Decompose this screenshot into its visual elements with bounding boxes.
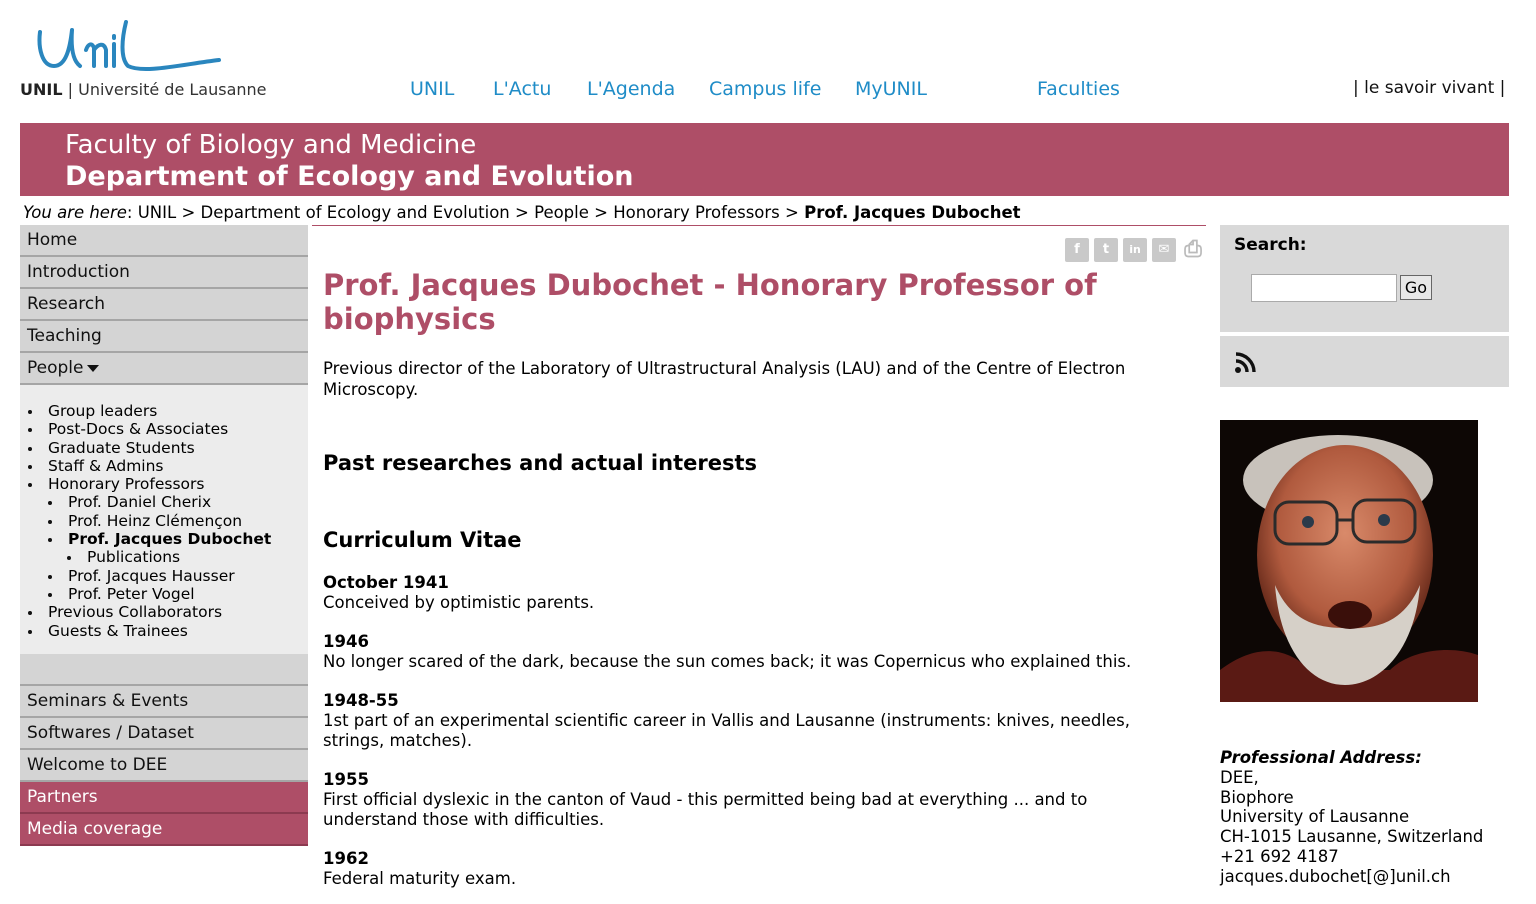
side-navigation bbox=[20, 225, 308, 846]
breadcrumb-people[interactable]: People bbox=[534, 203, 589, 222]
professional-address: Professional Address: DEE, Biophore University of Lausanne CH-1015 Lausanne, Switzerland +21 692 4187 jacques.dubochet[@]unil.ch bbox=[1220, 748, 1484, 886]
cv-entry: 1948-55 1st part of an experimental scientific career in Vallis and Lausanne (instruments: knives, needles, strings, matches). bbox=[323, 691, 1130, 750]
faculty-title[interactable]: Faculty of Biology and Medicine bbox=[65, 130, 477, 160]
sub-postdocs[interactable]: Post-Docs & Associates bbox=[20, 420, 308, 438]
email-address[interactable]: jacques.dubochet[@]unil.ch bbox=[1220, 866, 1451, 886]
nav-partners[interactable]: Partners bbox=[20, 782, 308, 814]
nav-home[interactable]: Home bbox=[20, 225, 308, 257]
logo-caption: UNIL | Université de Lausanne bbox=[20, 80, 267, 99]
breadcrumb-dee[interactable]: Department of Ecology and Evolution bbox=[200, 203, 510, 222]
faculty-banner bbox=[20, 123, 1509, 196]
rss-icon[interactable] bbox=[1234, 352, 1256, 374]
sub-previous-collaborators[interactable]: Previous Collaborators bbox=[20, 603, 308, 621]
cv-entry: 1946 No longer scared of the dark, because the sun comes back; it was Copernicus who explained this. bbox=[323, 632, 1132, 671]
cv-entry: 1955 First official dyslexic in the canton of Vaud - this permitted being bad at everything ... and to understand those with difficulties. bbox=[323, 770, 1088, 829]
sub-prof-cherix[interactable]: Prof. Daniel Cherix bbox=[20, 493, 308, 511]
nav-media-coverage[interactable]: Media coverage bbox=[20, 814, 308, 846]
search-label: Search: bbox=[1234, 235, 1307, 255]
search-box bbox=[1220, 225, 1509, 332]
caret-down-icon bbox=[87, 365, 99, 372]
rss-box bbox=[1220, 336, 1509, 387]
sub-honorary-professors[interactable]: Honorary Professors bbox=[20, 475, 308, 493]
sub-staff-admins[interactable]: Staff & Admins bbox=[20, 457, 308, 475]
nav-seminars[interactable]: Seminars & Events bbox=[20, 686, 308, 718]
tagline: | le savoir vivant | bbox=[1353, 78, 1506, 98]
breadcrumb: You are here: UNIL > Department of Ecology and Evolution > People > Honorary Professors > Prof. Jacques Dubochet bbox=[23, 203, 1021, 222]
twitter-icon[interactable]: t bbox=[1094, 238, 1118, 262]
department-title[interactable]: Department of Ecology and Evolution bbox=[65, 161, 634, 192]
section-research: Past researches and actual interests bbox=[323, 451, 757, 475]
topnav-myunil[interactable]: MyUNIL bbox=[855, 78, 927, 100]
nav-welcome[interactable]: Welcome to DEE bbox=[20, 750, 308, 782]
people-submenu bbox=[20, 385, 308, 654]
cv-entry: 1962 Federal maturity exam. bbox=[323, 849, 517, 888]
address-label: Professional Address: bbox=[1220, 748, 1422, 767]
facebook-icon[interactable]: f bbox=[1065, 238, 1089, 262]
linkedin-icon[interactable]: in bbox=[1123, 238, 1147, 262]
topnav-faculties[interactable]: Faculties bbox=[1037, 78, 1120, 100]
cv-entry: October 1941 Conceived by optimistic parents. bbox=[323, 573, 595, 612]
topnav-campus-life[interactable]: Campus life bbox=[709, 78, 822, 100]
sub-publications[interactable]: Publications bbox=[20, 548, 308, 566]
unil-script-logo bbox=[34, 14, 234, 78]
sub-prof-clemencon[interactable]: Prof. Heinz Clémençon bbox=[20, 512, 308, 530]
print-icon[interactable]: ⎙ bbox=[1184, 237, 1202, 262]
topnav-agenda[interactable]: L'Agenda bbox=[587, 78, 676, 100]
page-title: Prof. Jacques Dubochet - Honorary Professor of biophysics bbox=[323, 268, 1097, 336]
portrait-photo bbox=[1220, 420, 1478, 702]
breadcrumb-current: Prof. Jacques Dubochet bbox=[804, 203, 1021, 222]
sub-graduate-students[interactable]: Graduate Students bbox=[20, 439, 308, 457]
topnav-actu[interactable]: L'Actu bbox=[493, 78, 552, 100]
mail-icon[interactable]: ✉ bbox=[1152, 238, 1176, 262]
nav-teaching[interactable]: Teaching bbox=[20, 321, 308, 353]
breadcrumb-unil[interactable]: UNIL bbox=[137, 203, 177, 222]
phone-number: +21 692 4187 bbox=[1220, 846, 1339, 866]
main-content bbox=[323, 268, 1193, 888]
unil-logo[interactable] bbox=[20, 10, 270, 100]
sub-prof-dubochet[interactable]: Prof. Jacques Dubochet bbox=[20, 530, 308, 548]
sub-prof-hausser[interactable]: Prof. Jacques Hausser bbox=[20, 567, 308, 585]
search-go-button[interactable]: Go bbox=[1400, 275, 1432, 300]
sub-guests-trainees[interactable]: Guests & Trainees bbox=[20, 622, 308, 640]
section-cv: Curriculum Vitae bbox=[323, 528, 522, 552]
breadcrumb-honorary[interactable]: Honorary Professors bbox=[613, 203, 780, 222]
nav-research[interactable]: Research bbox=[20, 289, 308, 321]
nav-softwares[interactable]: Softwares / Dataset bbox=[20, 718, 308, 750]
intro-text: Previous director of the Laboratory of Ultrastructural Analysis (LAU) and of the Centre of Electron Microscopy. bbox=[323, 359, 1126, 399]
breadcrumb-label: You are here bbox=[23, 203, 127, 222]
nav-introduction[interactable]: Introduction bbox=[20, 257, 308, 289]
search-input[interactable] bbox=[1251, 274, 1397, 302]
nav-spacer bbox=[20, 654, 308, 686]
sub-prof-vogel[interactable]: Prof. Peter Vogel bbox=[20, 585, 308, 603]
breadcrumb-divider bbox=[312, 225, 1206, 226]
nav-people[interactable]: People bbox=[20, 353, 308, 385]
topnav-unil[interactable]: UNIL bbox=[410, 78, 455, 100]
sub-group-leaders[interactable]: Group leaders bbox=[20, 402, 308, 420]
